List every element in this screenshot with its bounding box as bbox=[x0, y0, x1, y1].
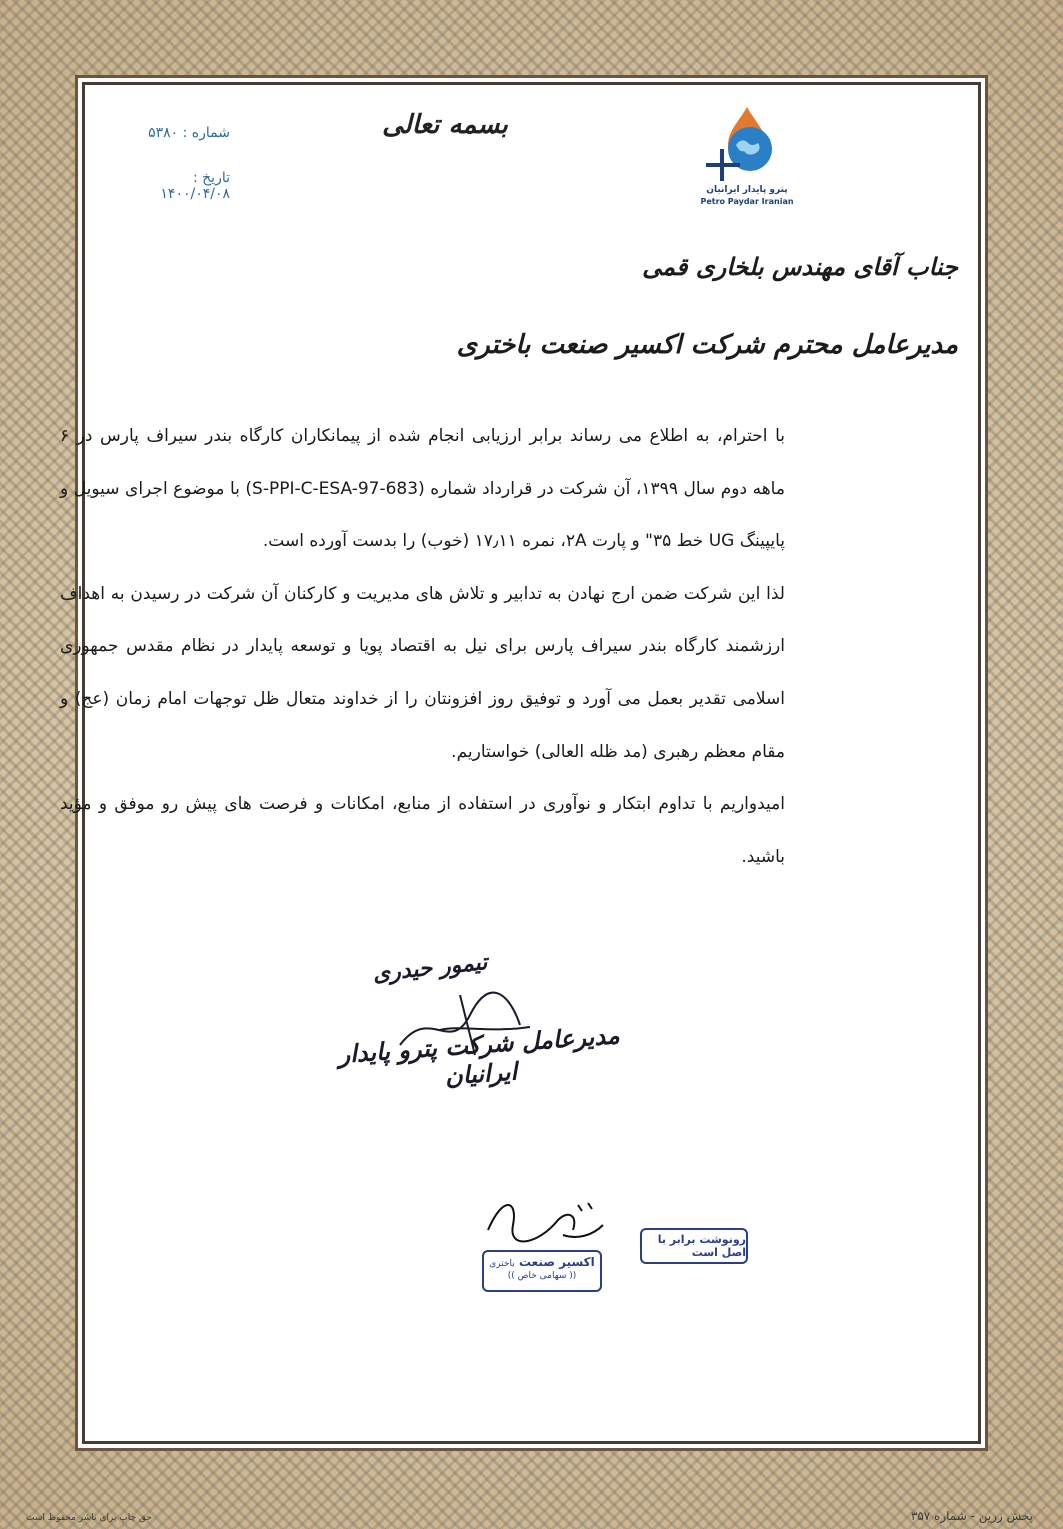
footer-publisher: پخش زرین - شماره ۳۵۷ bbox=[910, 1509, 1033, 1523]
paragraph: امیدواریم با تداوم ابتکار و نوآوری در استفاده از منابع، امکانات و فرصت های پیش رو موفق و مؤید باشید. bbox=[60, 794, 785, 867]
company-stamp bbox=[482, 1250, 602, 1292]
logo-text-fa: پترو پایدار ایرانیان bbox=[706, 185, 788, 195]
stamp-company-name: اکسیر صنعت bbox=[518, 1255, 595, 1269]
letter-number: شماره : ۵۳۸۰ bbox=[148, 125, 230, 141]
bismillah-heading: بسمه تعالی bbox=[382, 110, 508, 140]
signer-title: مدیرعامل شرکت پترو پایدار ایرانیان bbox=[337, 1020, 621, 1091]
logo-text-en: Petro Paydar Iranian bbox=[700, 197, 794, 206]
stamp-company-type: (( سهامی خاص )) bbox=[507, 1271, 577, 1281]
stamp-company-suffix: باختری bbox=[489, 1259, 515, 1269]
company-logo bbox=[692, 105, 802, 205]
signer-name: تیمور حیدری bbox=[371, 949, 489, 987]
paragraph: لذا این شرکت ضمن ارج نهادن به تدابیر و تلاش های مدیریت و کارکنان آن شرکت در رسیدن به اهداف ارزشمند کارگاه بندر سیراف پارس برای نیل به اقتصاد پویا و توسعه پایدار در نظام مقدس جمهوری اسلامی تقدیر بعمل می آورد و توفیق روز افزونتان را از خداوند متعال ظل توجهات امام زمان (عج) و مقام معظم رهبری (مد ظله العالی) خواستاریم. bbox=[60, 583, 785, 762]
footer-copyright: حق چاپ برای ناشر محفوظ است bbox=[26, 1513, 152, 1523]
recipient-name: جناب آقای مهندس بلخاری قمی bbox=[642, 252, 958, 281]
globe-drop-icon bbox=[692, 105, 802, 185]
recipient-title: مدیرعامل محترم شرکت اکسیر صنعت باختری bbox=[456, 330, 958, 360]
paragraph: با احترام، به اطلاع می رساند برابر ارزیابی انجام شده از پیمانکاران کارگاه بندر سیراف پارس در ۶ ماهه دوم سال ۱۳۹۹، آن شرکت در قرارداد شماره (S-PPI-C-ESA-97-683) با موضوع اجرای سیویل و پایپینگ UG خط ۳۵" و پارت ۲A، نمره ۱۷٫۱۱ (خوب) را بدست آورده است. bbox=[60, 426, 785, 552]
countersign-scribble-icon bbox=[478, 1185, 608, 1255]
letter-body bbox=[60, 410, 785, 883]
copy-certified-stamp: رونوشت برابر با اصل است bbox=[640, 1228, 748, 1264]
letter-date: تاریخ : ۱۴۰۰/۰۴/۰۸ bbox=[160, 170, 230, 202]
